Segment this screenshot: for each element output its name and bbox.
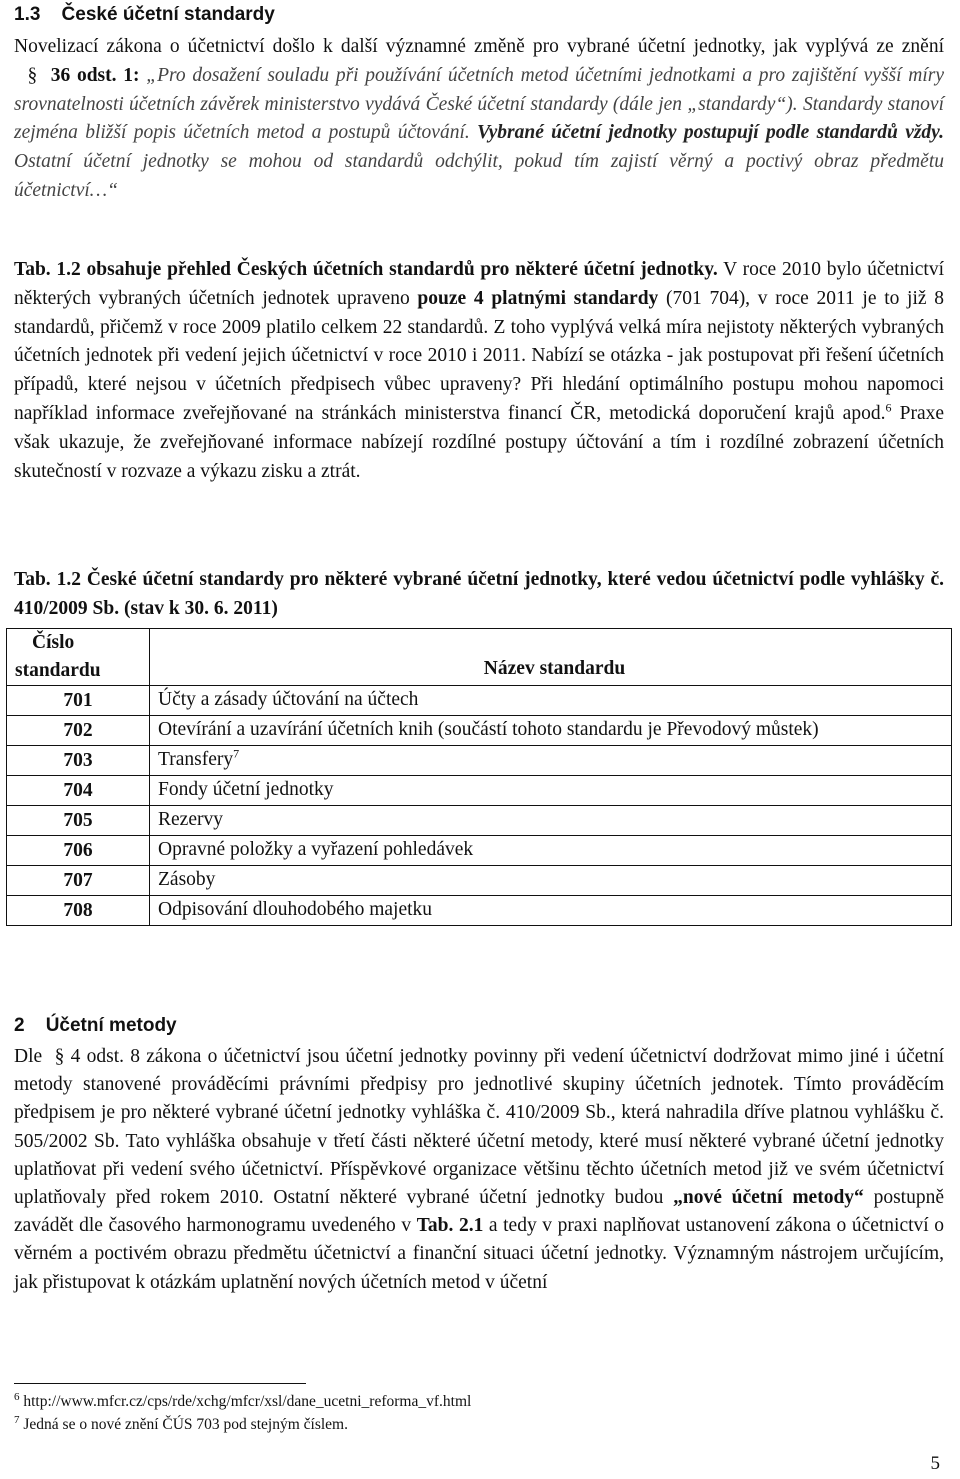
column-header-number: Číslo standardu	[7, 629, 150, 686]
standard-name: Transfery$^7$	[150, 746, 952, 776]
table-header-row	[7, 629, 952, 686]
footnote-link[interactable]: http://www.mfcr.cz/cps/rde/xchg/mfcr/xsl/dane_ucetni_reforma_vf.html	[23, 1393, 472, 1410]
table-row	[7, 686, 952, 716]
table-row	[7, 746, 952, 776]
section-sign-icon: §	[14, 64, 51, 86]
table-reference-lead: Tab. 1.2 obsahuje přehled Českých účetních standardů pro některé účetní jednotky.	[14, 259, 718, 280]
table-row	[7, 776, 952, 806]
standard-name: Účty a zásady účtování na účtech	[150, 686, 952, 716]
table-row	[7, 716, 952, 746]
standard-number: 707	[7, 866, 150, 896]
section-heading-2	[14, 1015, 177, 1037]
standard-number: 701	[7, 686, 150, 716]
standard-name: Opravné položky a vyřazení pohledávek	[150, 836, 952, 866]
column-header-name: Název standardu	[150, 629, 952, 686]
table-row	[7, 836, 952, 866]
section-title: České účetní standardy	[61, 4, 275, 25]
paragraph-text: (701 704), v roce 2011 je to již 8 standardů, přičemž v roce 2009 platilo celkem 22 standardů. Z toho vyplývá velká míra nejistoty některých vybraných účetních jednotek při vedení jejich účetnictví v roce 2010 i 2011. Nabízí se otázka - jak postupovat při řešení účetních případů, které nejsou v účetních předpisech vůbec upraveny? Při hledání optimálního postupu mohou napomoci například informace zveřejňované na stránkách ministerstva financí ČR, metodická doporučení krajů apod.	[14, 287, 944, 424]
intro-paragraph	[14, 33, 944, 206]
section-number: 1.3	[14, 4, 41, 25]
section-2-paragraph: Dle § 4 odst. 8 zákona o účetnictví jsou účetní jednotky povinny při vedení účetnictví dodržovat mimo jiné i účetní metody stanovené prováděcími právními předpisy pro jednotlivé skupiny účetních jednotek. Tímto prováděcím předpisem je pro některé vybrané účetní jednotky vyhláška č. 410/2009 Sb., která nahradila dříve platnou vyhlášku č. 505/2002 Sb. Tato vyhláška obsahuje v třetí části některé účetní metody, které musí některé vybrané účetní jednotky uplatňovat při vedení svého účetnictví. Příspěvkové organizace většinu těchto účetních metod již ve svém účetnictví uplatňovaly před rokem 2010. Ostatní některé vybrané účetní jednotky budou „nové účetní metody“ postupně zavádět dle časového harmonogramu uvedeného v Tab. 2.1 a tedy v praxi naplňovat ustanovení zákona o účetnictví o věrném a poctivém obrazu předmětu účetnictví a finanční situaci účetní jednotky. Významným nástrojem určujícím, jak přistupovat k otázkám uplatnění nových účetních metod v účetní	[14, 1046, 945, 1293]
intro-quote-end: Ostatní účetní jednotky se mohou od standardů odchýlit, pokud tím zajistí věrný a poctivý obraz předmětu účetnictví…“	[14, 151, 944, 201]
footnote: $^6$ http://www.mfcr.cz/cps/rde/xchg/mfcr/xsl/dane_ucetni_reforma_vf.html	[14, 1390, 472, 1410]
standard-name: Fondy účetní jednotky	[150, 776, 952, 806]
table-row	[7, 866, 952, 896]
footnote: $^7$ Jedná se o nové znění ČÚS 703 pod stejným číslem.	[14, 1413, 348, 1433]
standard-number: 702	[7, 716, 150, 746]
footnote-text: Jedná se o nové znění ČÚS 703 pod stejným číslem.	[23, 1416, 348, 1433]
standard-name: Odpisování dlouhodobého majetku	[150, 896, 952, 926]
section-heading	[14, 4, 275, 26]
standard-name: Otevírání a uzavírání účetních knih (součástí tohoto standardu je Převodový můstek)	[150, 716, 952, 746]
intro-reference: 36 odst. 1:	[50, 64, 140, 86]
paragraph-2	[14, 256, 944, 486]
paragraph-emphasis: pouze 4 platnými standardy	[417, 287, 659, 309]
table-row	[7, 896, 952, 926]
standards-table	[6, 628, 952, 926]
paragraph-text: V roce 2010 bylo účetnictví některých vybraných účetních jednotek upraveno	[14, 259, 944, 309]
footnote-separator	[14, 1383, 306, 1384]
table-reference[interactable]: Tab. 2.1	[416, 1215, 484, 1237]
footnote-ref[interactable]: 7	[233, 746, 240, 761]
standard-number: 704	[7, 776, 150, 806]
page-number: 5	[930, 1453, 940, 1474]
section-number: 2	[14, 1015, 25, 1036]
standard-name: Zásoby	[150, 866, 952, 896]
section-title: Účetní metody	[45, 1015, 177, 1036]
table-row	[7, 806, 952, 836]
standard-number: 708	[7, 896, 150, 926]
footnotes	[14, 1390, 471, 1436]
standard-number: 703	[7, 746, 150, 776]
standard-number: 705	[7, 806, 150, 836]
intro-quote: „Pro dosažení souladu při používání účetních metod účetními jednotkami a pro zajištění vyšší míry srovnatelnosti účetních závěrek ministerstvo vydává České účetní standardy (dále jen „standardy“). Standardy stanoví zejména bližší popis účetních metod a postupů účtování.	[14, 64, 945, 144]
paragraph-emphasis: „nové účetní metody“	[673, 1187, 864, 1209]
standard-number: 706	[7, 836, 150, 866]
paragraph-text: Praxe však ukazuje, že zveřejňované informace nabízejí rozdílné postupy účtování a tím i rozdílné zobrazení účetních skutečností v rozvaze a výkazu zisku a ztrát.	[14, 402, 945, 482]
intro-quote-emphasis: Vybrané účetní jednotky postupují podle standardů vždy.	[477, 122, 944, 144]
intro-text: Novelizací zákona o účetnictví došlo k další významné změně pro vybrané účetní jednotky, jak vyplývá ze znění	[14, 36, 944, 57]
table-caption: Tab. 1.2 České účetní standardy pro některé vybrané účetní jednotky, které vedou účetnictví podle vyhlášky č. 410/2009 Sb. (stav k 30. 6. 2011)	[14, 569, 944, 619]
standard-name: Rezervy	[150, 806, 952, 836]
section-sign-icon: §	[48, 1046, 71, 1067]
footnote-ref[interactable]: 6	[885, 400, 892, 415]
